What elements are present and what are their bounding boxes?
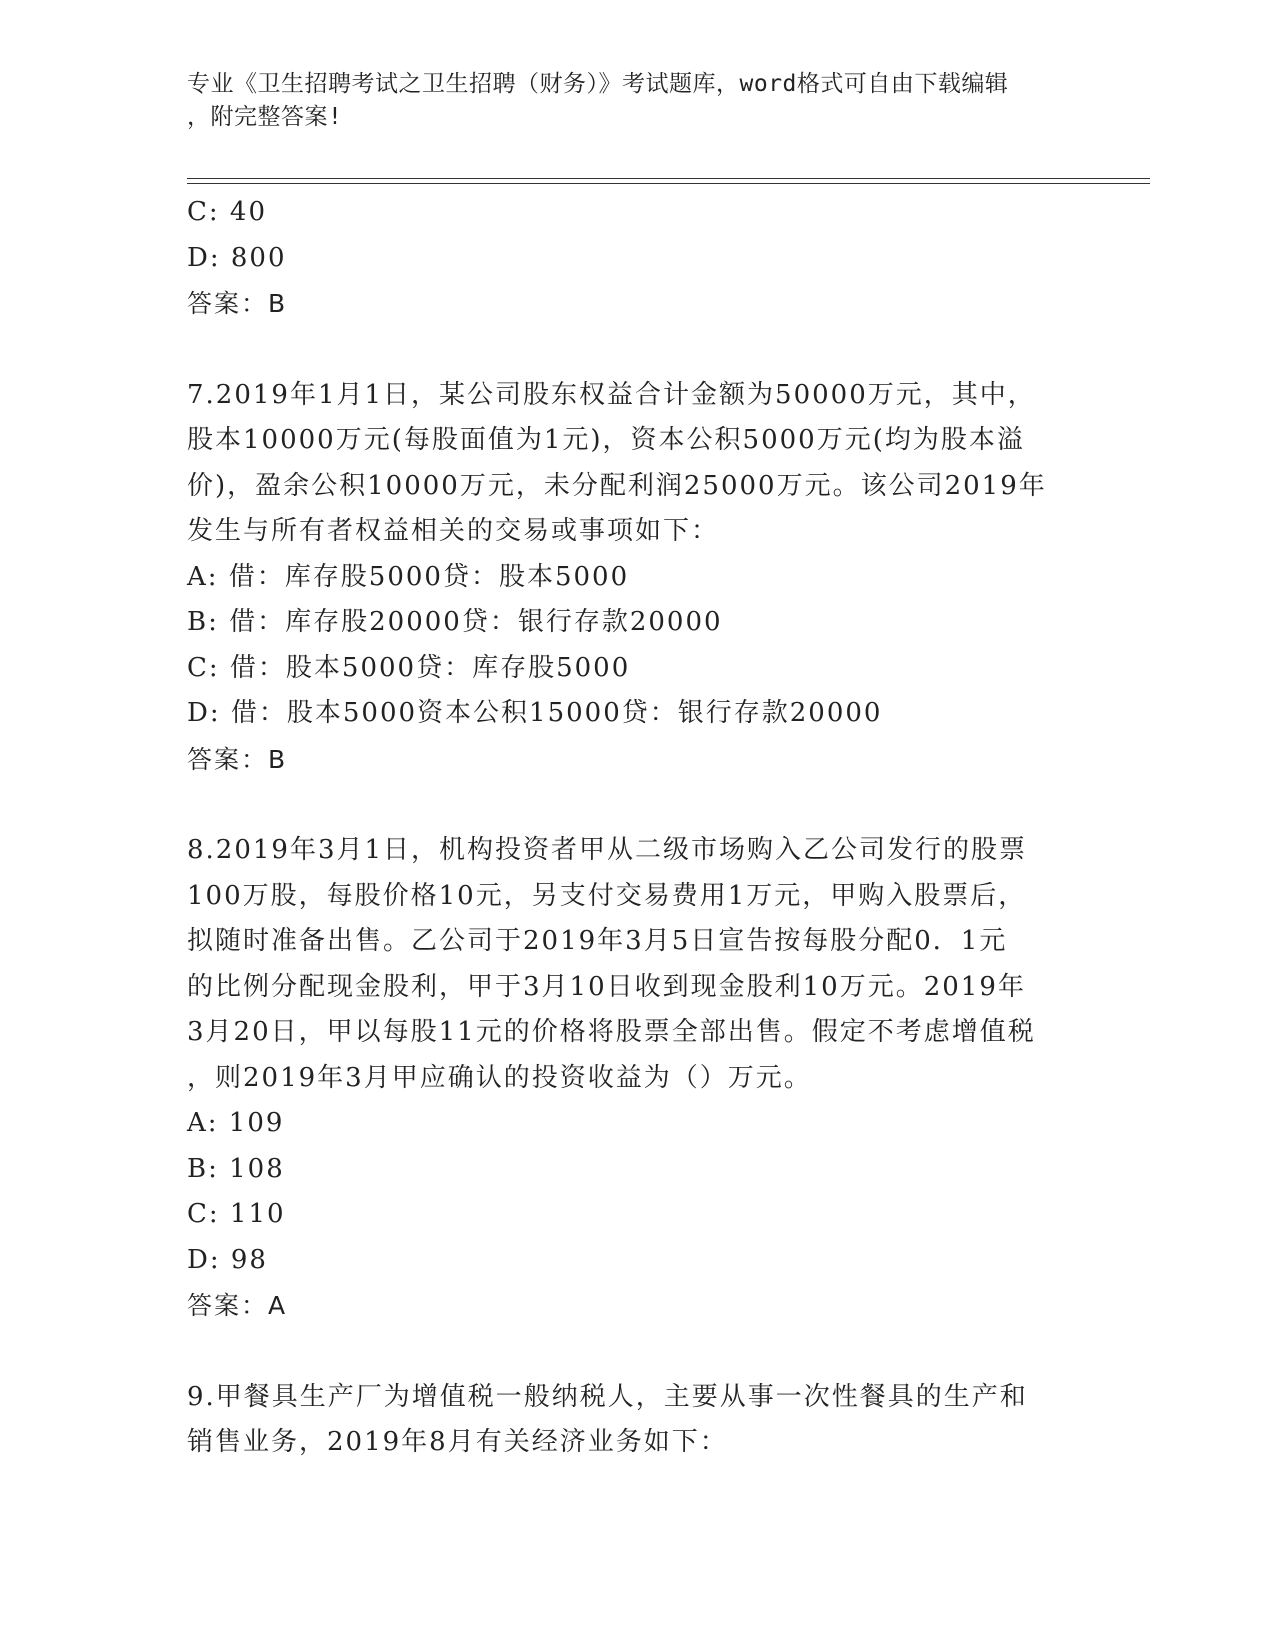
question-8 xyxy=(187,828,1087,1329)
option-a: A: 109 xyxy=(187,1108,285,1138)
option-d: D: 800 xyxy=(187,242,287,273)
question-text-line: 的比例分配现金股利，甲于3月10日收到现金股利10万元。2019年 xyxy=(187,971,1026,1002)
document-header xyxy=(187,68,1067,134)
option-d: D: 借：股本5000资本公积15000贷：银行存款20000 xyxy=(187,698,883,728)
option-b: B: 借：库存股20000贷：银行存款20000 xyxy=(187,607,723,637)
answer: 答案：B xyxy=(187,289,288,318)
option-c: C: 借：股本5000贷：库存股5000 xyxy=(187,652,631,683)
question-text-line: 价)，盈余公积10000万元，未分配利润25000万元。该公司2019年 xyxy=(187,470,1047,501)
header-divider-top xyxy=(187,178,1150,179)
option-b: B: 108 xyxy=(187,1153,285,1184)
question-7 xyxy=(187,373,1087,783)
question-text-line: 销售业务，2019年8月有关经济业务如下： xyxy=(187,1427,728,1457)
question-text-line: 3月20日，甲以每股11元的价格将股票全部出售。假定不考虑增值税 xyxy=(187,1017,1036,1047)
question-text-line: ，则2019年3月甲应确认的投资收益为（）万元。 xyxy=(187,1062,812,1093)
answer: 答案：A xyxy=(187,1291,288,1320)
header-line-2: ，附完整答案! xyxy=(187,104,343,130)
question-text-line: 拟随时准备出售。乙公司于2019年3月5日宣告按每股分配0．1元 xyxy=(187,926,1008,956)
question-text-line: 发生与所有者权益相关的交易或事项如下： xyxy=(187,516,720,546)
question-text-line: 股本10000万元(每股面值为1元)，资本公积5000万元(均为股本溢 xyxy=(187,425,1025,455)
header-divider-bottom xyxy=(187,183,1150,184)
option-d: D: 98 xyxy=(187,1244,268,1275)
option-c: C: 110 xyxy=(187,1199,286,1229)
prev-question xyxy=(187,190,1087,327)
question-text-line: 8.2019年3月1日，机构投资者甲从二级市场购入乙公司发行的股票 xyxy=(187,835,1028,865)
answer: 答案：B xyxy=(187,744,288,774)
option-c: C: 40 xyxy=(187,197,268,227)
question-list xyxy=(187,190,1087,1466)
header-line-1: 专业《卫生招聘考试之卫生招聘（财务）》考试题库，word格式可自由下载编辑 xyxy=(187,71,1009,97)
question-text-line: 9.甲餐具生产厂为增值税一般纳税人，主要从事一次性餐具的生产和 xyxy=(187,1381,1028,1412)
option-a: A: 借：库存股5000贷：股本5000 xyxy=(187,561,630,592)
question-text-line: 7.2019年1月1日，某公司股东权益合计金额为50000万元，其中， xyxy=(187,379,1036,410)
question-9 xyxy=(187,1375,1087,1466)
question-text-line: 100万股，每股价格10元，另支付交易费用1万元，甲购入股票后， xyxy=(187,880,1027,911)
